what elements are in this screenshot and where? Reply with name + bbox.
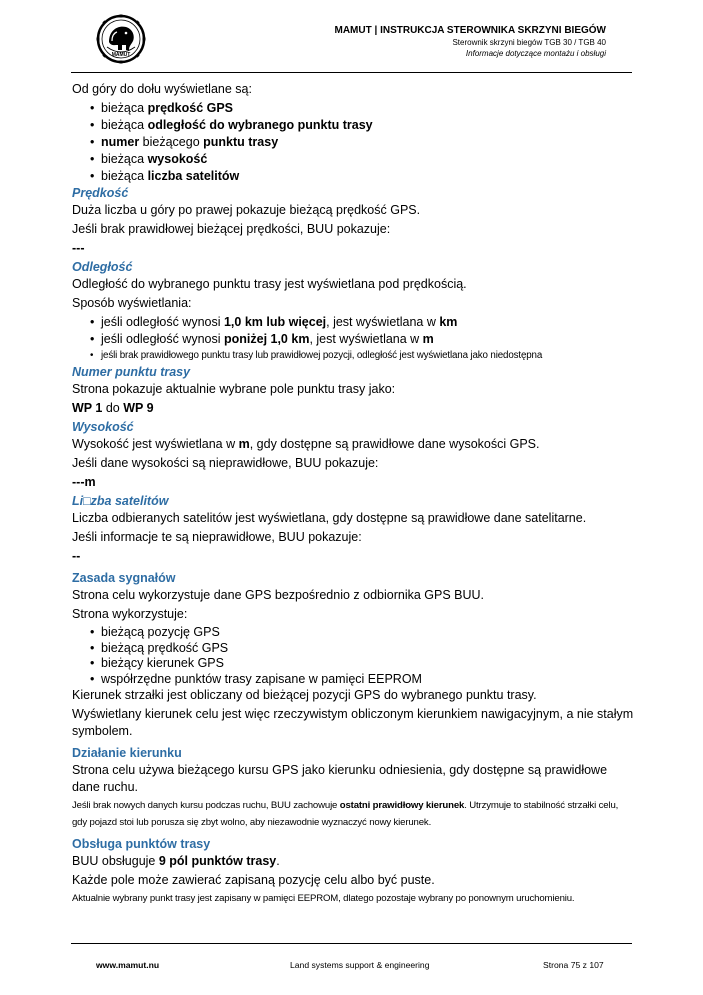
direction-heading: Działanie kierunku [72,746,182,760]
display-list [72,100,634,185]
satellites-heading: Li□zba satelitów [72,494,169,508]
list-item: • bieżąca liczba satelitów [72,168,634,185]
mamut-logo [96,14,146,64]
speed-text-1: Duża liczba u góry po prawej pokazuje bieżącą prędkość GPS. [72,203,421,217]
running-header [335,24,607,59]
waypoints-text-2: Każde pole może zawierać zapisaną pozycję celu albo być puste. [72,873,435,887]
header-divider [71,72,632,73]
altitude-text-1: Wysokość jest wyświetlana w m, gdy dostępne są prawidłowe dane wysokości GPS. [72,437,540,451]
intro-text: Od góry do dołu wyświetlane są: [72,82,252,96]
header-subtitle: Sterownik skrzyni biegów TGB 30 / TGB 40 [452,38,606,47]
waypoint-number-heading: Numer punktu trasy [72,365,191,379]
satellites-invalid-value: -- [72,549,81,563]
list-item: • jeśli brak prawidłowego punktu trasy lub prawidłowej pozycji, odległość jest wyświetlana jako niedostępna [72,348,634,364]
direction-text-2: Jeśli brak nowych danych kursu podczas ruchu, BUU zachowuje ostatni prawidłowy kierunek. Utrzymuje to stabilność strzałki celu, gdy pojazd stoi lub porusza się zbyt wolno, aby niezawodnie wyznaczyć nowy kierunek. [72,800,619,828]
satellites-text-2: Jeśli informacje te są nieprawidłowe, BUU pokazuje: [72,530,362,544]
list-item: • numer bieżącego punktu trasy [72,134,634,151]
page-number: Strona 75 z 107 [543,960,604,970]
list-item: • bieżący kierunek GPS [72,656,634,672]
footer-tagline: Land systems support & engineering [290,960,430,970]
signal-text-1: Strona celu wykorzystuje dane GPS bezpośrednio z odbiornika GPS BUU. [72,588,485,602]
waypoints-heading: Obsługa punktów trasy [72,837,211,851]
waypoint-range: WP 1 do WP 9 [72,401,154,415]
footer-divider [71,943,632,944]
list-item: • współrzędne punktów trasy zapisane w pamięci EEPROM [72,672,634,688]
main-content [72,81,634,910]
speed-invalid-value: --- [72,241,85,255]
signal-heading: Zasada sygnałów [72,571,176,585]
speed-text-2: Jeśli brak prawidłowej bieżącej prędkości, BUU pokazuje: [72,222,391,236]
distance-text-2: Sposób wyświetlania: [72,296,192,310]
signal-list [72,625,634,687]
list-item: • bieżącą prędkość GPS [72,641,634,657]
header-title: MAMUT | INSTRUKCJA STEROWNIKA SKRZYNI BIEGÓW [334,25,606,36]
distance-heading: Odległość [72,260,133,274]
altitude-heading: Wysokość [72,420,134,434]
footer-website: www.mamut.nu [96,960,160,970]
list-item: • jeśli odległość wynosi 1,0 km lub więcej, jest wyświetlana w km [72,314,634,331]
waypoints-text-1: BUU obsługuje 9 pól punktów trasy. [72,854,280,868]
list-item: • jeśli odległość wynosi poniżej 1,0 km, jest wyświetlana w m [72,331,634,348]
speed-heading: Prędkość [72,186,129,200]
distance-text-1: Odległość do wybranego punktu trasy jest wyświetlana pod prędkością. [72,277,467,291]
waypoints-text-3: Aktualnie wybrany punkt trasy jest zapisany w pamięci EEPROM, dlatego pozostaje wybrany po ponownym uruchomieniu. [72,893,575,904]
satellites-text-1: Liczba odbieranych satelitów jest wyświetlana, gdy dostępne są prawidłowe dane satelitarne. [72,511,587,525]
signal-text-2: Strona wykorzystuje: [72,607,188,621]
list-item: • bieżącą pozycję GPS [72,625,634,641]
distance-list [72,314,634,364]
direction-text-1: Strona celu używa bieżącego kursu GPS jako kierunku odniesienia, gdy dostępne są prawidłowe dane ruchu. [72,763,608,794]
list-item: • bieżąca wysokość [72,151,634,168]
signal-text-3: Kierunek strzałki jest obliczany od bieżącej pozycji GPS do wybranego punktu trasy. [72,688,537,702]
header-note: Informacje dotyczące montażu i obsługi [465,49,606,58]
list-item: • bieżąca odległość do wybranego punktu trasy [72,117,634,134]
altitude-text-2: Jeśli dane wysokości są nieprawidłowe, BUU pokazuje: [72,456,379,470]
waypoint-text: Strona pokazuje aktualnie wybrane pole punktu trasy jako: [72,382,396,396]
svg-text:MAMUT: MAMUT [111,52,131,58]
list-item: • bieżąca prędkość GPS [72,100,634,117]
signal-text-4: Wyświetlany kierunek celu jest więc rzeczywistym obliczonym kierunkiem nawigacyjnym, a nie stałym symbolem. [72,707,634,738]
altitude-invalid-value: ---m [72,475,96,489]
